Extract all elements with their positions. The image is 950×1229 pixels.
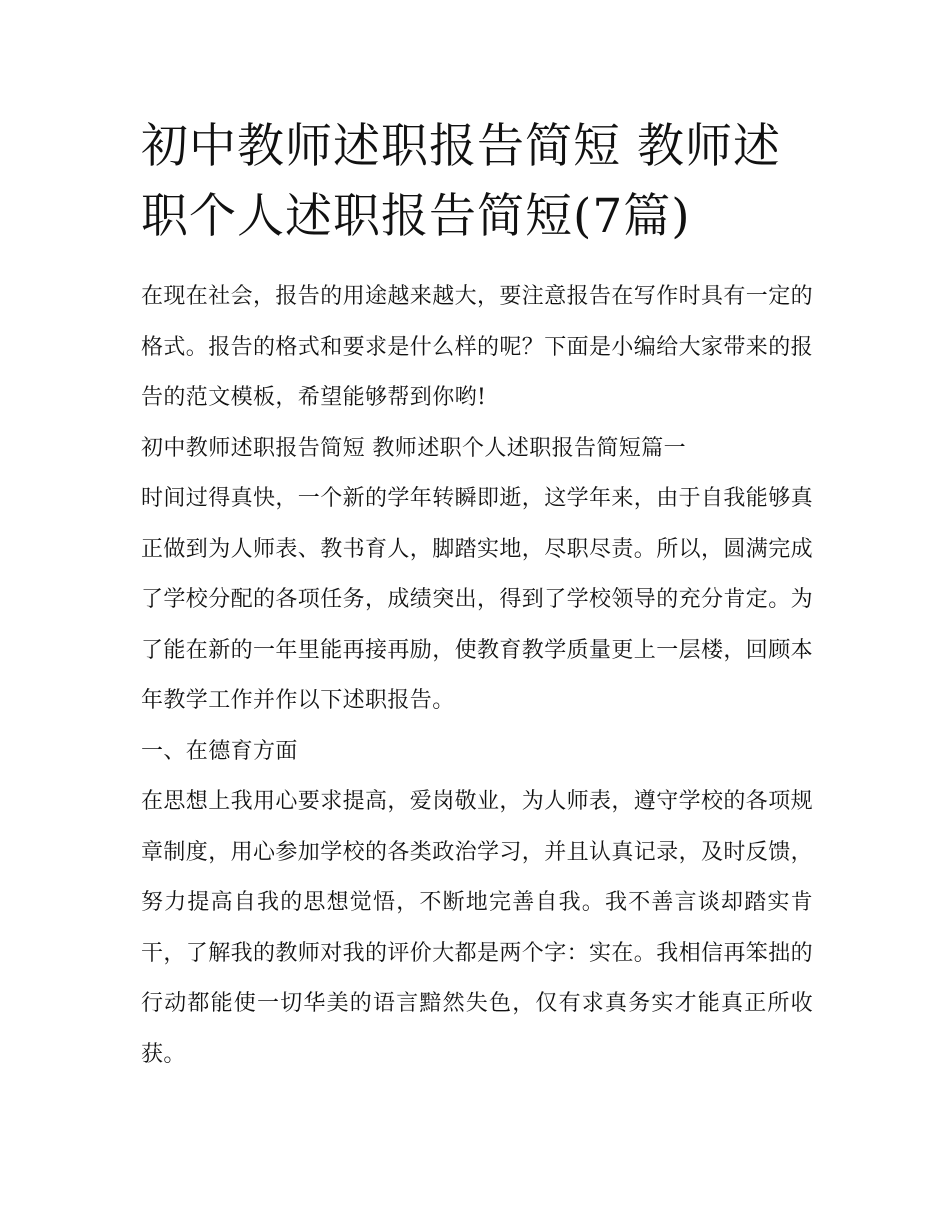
- intro-paragraph: 在现在社会，报告的用途越来越大，要注意报告在写作时具有一定的格式。报告的格式和要求是什么样的呢？下面是小编给大家带来的报告的范文模板，希望能够帮到你哟!: [141, 284, 814, 410]
- document-page: [141, 112, 813, 1080]
- document-title: 初中教师述职报告简短 教师述职个人述职报告简短(7篇): [141, 119, 781, 244]
- body-paragraph-2: 在思想上我用心要求提高，爱岗敬业，为人师表，遵守学校的各项规章制度，用心参加学校的各类政治学习，并且认真记录，及时反馈，努力提高自我的思想觉悟，不断地完善自我。我不善言谈却踏实肯干，了解我的教师对我的评价大都是两个字：实在。我相信再笨拙的行动都能使一切华美的语言黯然失色，仅有求真务实才能真正所收获。: [141, 789, 814, 1067]
- body-paragraph-1: 时间过得真快，一个新的学年转瞬即逝，这学年来，由于自我能够真正做到为人师表、教书育人，脚踏实地，尽职尽责。所以，圆满完成了学校分配的各项任务，成绩突出，得到了学校领导的充分肯定。为了能在新的一年里能再接再励，使教育教学质量更上一层楼，回顾本年教学工作并作以下述职报告。: [141, 486, 814, 713]
- subheading-moral-education: 一、在德育方面: [141, 738, 298, 764]
- section-heading: 初中教师述职报告简短 教师述职个人述职报告简短篇一: [141, 435, 686, 461]
